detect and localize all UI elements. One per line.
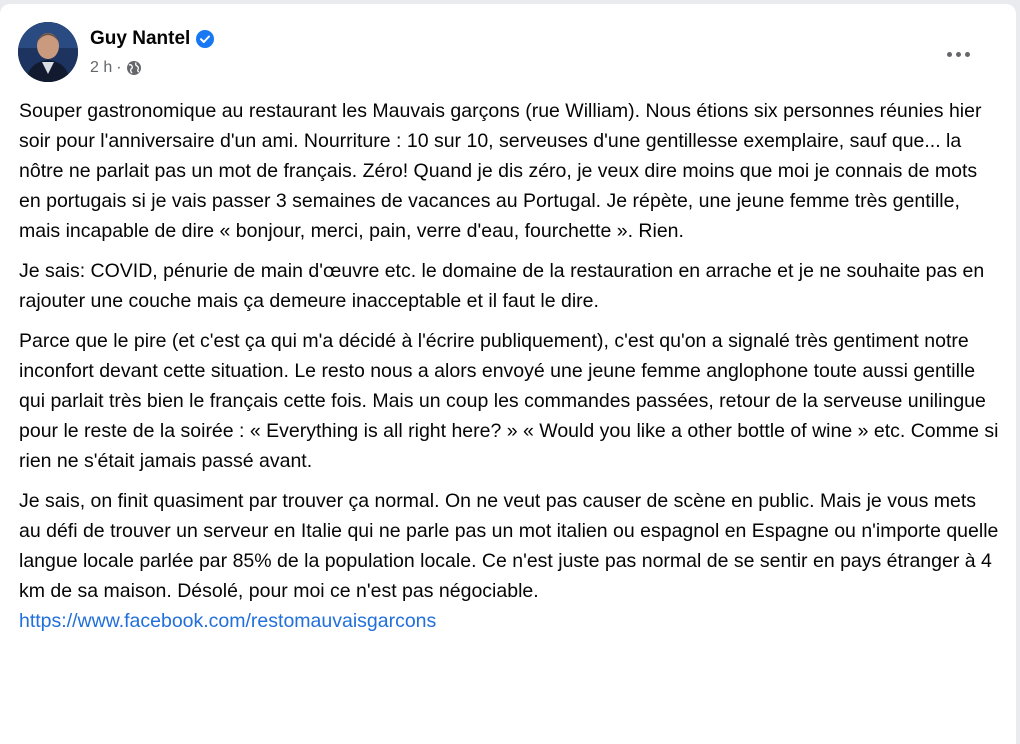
avatar-photo	[18, 22, 78, 82]
author-avatar[interactable]	[18, 22, 78, 82]
post-meta	[90, 59, 142, 77]
post-header	[18, 22, 998, 82]
author-line	[90, 28, 214, 50]
globe-icon[interactable]	[126, 60, 142, 76]
post-paragraph: Parce que le pire (et c'est ça qui m'a décidé à l'écrire publiquement), c'est qu'on a signalé très gentiment notre inconfort devant cette situation. Le resto nous a alors envoyé une jeune femme anglophone toute aussi gentille qui parlait très bien le français cette fois. Mais un coup les commandes passées, retour de la serveuse unilingue pour le reste de la soirée : « Everything is all right here? » « Would you like a other bottle of wine » etc. Comme si rien ne s'était jamais passé avant.	[19, 330, 999, 472]
meta-separator: ·	[116, 59, 122, 76]
verified-badge-icon	[196, 30, 214, 48]
post-paragraph: Je sais, on finit quasiment par trouver ça normal. On ne veut pas causer de scène en public. Mais je vous mets au défi de trouver un serveur en Italie qui ne parle pas un mot italien ou espagnol en Espagne ou n'importe quelle langue locale parlée par 85% de la population locale. Ce n'est juste pas normal de se sentir en pays étranger à 4 km de sa maison. Désolé, pour moi ce n'est pas négociable.	[19, 490, 999, 602]
more-options-icon[interactable]	[940, 36, 976, 72]
post-card	[0, 4, 1016, 744]
post-paragraph: Souper gastronomique au restaurant les Mauvais garçons (rue William). Nous étions six personnes réunies hier soir pour l'anniversaire d'un ami. Nourriture : 10 sur 10, serveuses d'une gentillesse exemplaire, sauf que... la nôtre ne parlait pas un mot de français. Zéro! Quand je dis zéro, je veux dire moins que moi je connais de mots en portugais si je vais passer 3 semaines de vacances au Portugal. Je répète, une jeune femme très gentille, mais incapable de dire « bonjour, merci, pain, verre d'eau, fourchette ». Rien.	[19, 100, 982, 242]
post-timestamp[interactable]: 2 h	[90, 59, 113, 76]
post-link[interactable]: https://www.facebook.com/restomauvaisgarcons	[19, 610, 437, 632]
post-paragraph: Je sais: COVID, pénurie de main d'œuvre etc. le domaine de la restauration en arrache et je ne souhaite pas en rajouter une couche mais ça demeure inacceptable et il faut le dire.	[19, 260, 985, 312]
author-name[interactable]: Guy Nantel	[90, 28, 191, 49]
post-body	[19, 96, 1001, 636]
